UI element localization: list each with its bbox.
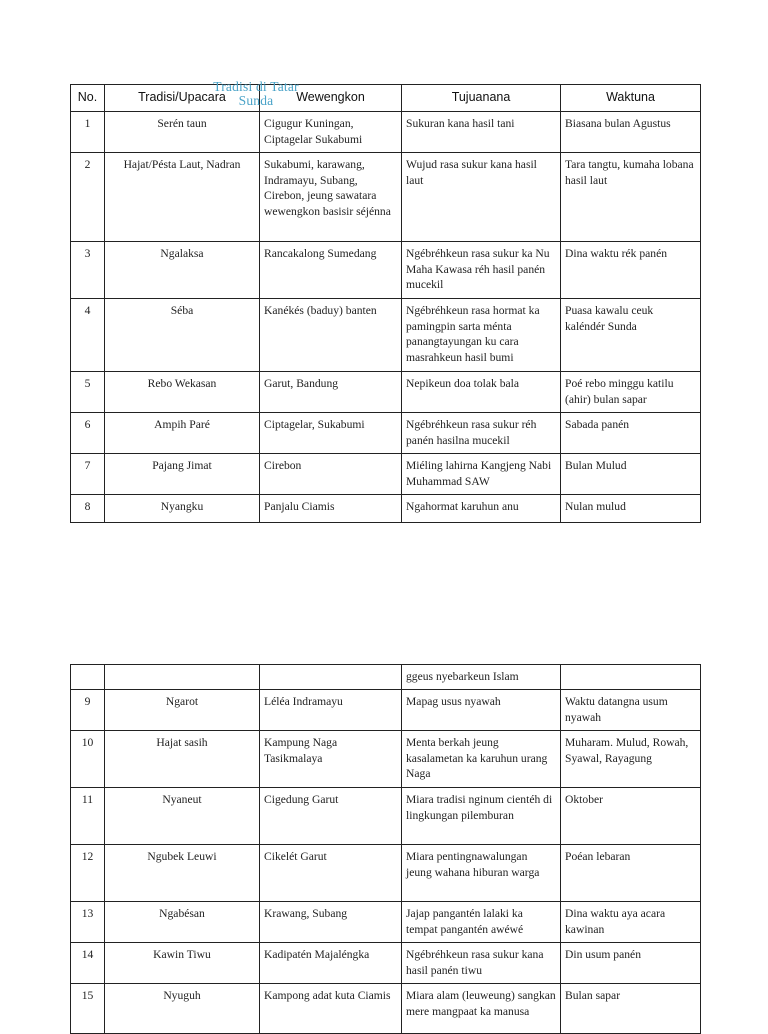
cell-waktuna: Muharam. Mulud, Rowah, Syawal, Rayagung [561,731,701,788]
document-title: Tradisi di Tatar Sunda [213,79,299,108]
cell-wewengkon: Cirebon [260,454,402,495]
cell-waktuna: Biasana bulan Agustus [561,112,701,153]
cell-waktuna: Nulan mulud [561,495,701,523]
traditions-table-part-2 [70,664,701,1034]
cell-waktuna: Bulan Mulud [561,454,701,495]
cell-tujuanana: Ngébréhkeun rasa sukur ka Nu Maha Kawasa réh hasil panén mucekil [402,242,561,299]
cell-tujuanana: Miara pentingnawalungan jeung wahana hiburan warga [402,845,561,902]
cell-waktuna: Sabada panén [561,413,701,454]
cell-tradisi: Ngabésan [105,902,260,943]
cell-wewengkon: Sukabumi, karawang, Indramayu, Subang, Cirebon, jeung sawatara wewengkon basisir séjénna [260,153,402,242]
cell-tujuanana: Ngébréhkeun rasa hormat ka pamingpin sarta ménta panangtayungan ku cara masrahkeun hasil bumi [402,299,561,372]
table-row [71,845,701,902]
cell-no [71,665,105,690]
cell-no: 4 [71,299,105,372]
cell-wewengkon: Kampong adat kuta Ciamis [260,984,402,1034]
cell-waktuna: Din usum panén [561,943,701,984]
cell-tujuanana: Jajap pangantén lalaki ka tempat pangantén awéwé [402,902,561,943]
cell-waktuna: Puasa kawalu ceuk kaléndér Sunda [561,299,701,372]
cell-tradisi: Nyaneut [105,788,260,845]
cell-tradisi: Pajang Jimat [105,454,260,495]
cell-no: 13 [71,902,105,943]
cell-no: 3 [71,242,105,299]
table-row [71,984,701,1034]
table-row [71,112,701,153]
cell-tujuanana: Ngébréhkeun rasa sukur kana hasil panén tiwu [402,943,561,984]
cell-wewengkon: Panjalu Ciamis [260,495,402,523]
cell-tradisi: Ngubek Leuwi [105,845,260,902]
cell-tujuanana: Wujud rasa sukur kana hasil laut [402,153,561,242]
cell-no: 2 [71,153,105,242]
table-row [71,690,701,731]
table-row [71,495,701,523]
table-row [71,788,701,845]
cell-wewengkon: Cikelét Garut [260,845,402,902]
cell-waktuna: Poéan lebaran [561,845,701,902]
traditions-table-part-1 [70,84,701,523]
cell-no: 15 [71,984,105,1034]
cell-wewengkon: Krawang, Subang [260,902,402,943]
cell-no: 9 [71,690,105,731]
cell-no: 11 [71,788,105,845]
table-row [71,299,701,372]
cell-wewengkon: Kampung Naga Tasikmalaya [260,731,402,788]
header-tradisi: Tradisi/Upacara [105,85,260,112]
cell-waktuna: Tara tangtu, kumaha lobana hasil laut [561,153,701,242]
table-row [71,372,701,413]
cell-tujuanana: Nepikeun doa tolak bala [402,372,561,413]
cell-no: 8 [71,495,105,523]
table-row [71,454,701,495]
cell-tradisi: Ampih Paré [105,413,260,454]
cell-wewengkon: Kadipatén Majaléngka [260,943,402,984]
cell-waktuna: Bulan sapar [561,984,701,1034]
cell-tradisi: Kawin Tiwu [105,943,260,984]
table-row [71,413,701,454]
header-no: No. [71,85,105,112]
cell-waktuna: Oktober [561,788,701,845]
cell-tradisi: Serén taun [105,112,260,153]
table-row [71,902,701,943]
cell-tradisi: Rebo Wekasan [105,372,260,413]
cell-tujuanana: Miara tradisi nginum cientéh di lingkungan pilemburan [402,788,561,845]
cell-tradisi [105,665,260,690]
cell-tujuanana: Sukuran kana hasil tani [402,112,561,153]
cell-wewengkon: Ciptagelar, Sukabumi [260,413,402,454]
cell-waktuna: Dina waktu aya acara kawinan [561,902,701,943]
cell-waktuna [561,665,701,690]
cell-wewengkon: Cigugur Kuningan, Ciptagelar Sukabumi [260,112,402,153]
table-row [71,242,701,299]
header-wewengkon: Wewengkon [260,85,402,112]
cell-wewengkon: Cigedung Garut [260,788,402,845]
cell-no: 12 [71,845,105,902]
table-row [71,731,701,788]
cell-waktuna: Waktu datangna usum nyawah [561,690,701,731]
header-tujuanana: Tujuanana [402,85,561,112]
cell-tradisi: Ngarot [105,690,260,731]
cell-no: 1 [71,112,105,153]
cell-wewengkon: Kanékés (baduy) banten [260,299,402,372]
cell-tujuanana: Miéling lahirna Kangjeng Nabi Muhammad SAW [402,454,561,495]
cell-wewengkon: Garut, Bandung [260,372,402,413]
cell-no: 7 [71,454,105,495]
cell-tujuanana: Mapag usus nyawah [402,690,561,731]
cell-tradisi: Ngalaksa [105,242,260,299]
cell-no: 6 [71,413,105,454]
table-header-row [71,85,701,112]
cell-waktuna: Dina waktu rék panén [561,242,701,299]
cell-tradisi: Nyangku [105,495,260,523]
cell-wewengkon [260,665,402,690]
table-row [71,943,701,984]
cell-no: 10 [71,731,105,788]
table-row [71,153,701,242]
cell-tujuanana: Miara alam (leuweung) sangkan mere mangpaat ka manusa [402,984,561,1034]
cell-tujuanana: Ngahormat karuhun anu [402,495,561,523]
cell-tradisi: Nyuguh [105,984,260,1034]
cell-no: 5 [71,372,105,413]
cell-tradisi: Hajat sasih [105,731,260,788]
cell-wewengkon: Rancakalong Sumedang [260,242,402,299]
cell-tradisi: Séba [105,299,260,372]
header-waktuna: Waktuna [561,85,701,112]
table-row [71,665,701,690]
cell-tujuanana: ggeus nyebarkeun Islam [402,665,561,690]
cell-tujuanana: Menta berkah jeung kasalametan ka karuhun urang Naga [402,731,561,788]
cell-tradisi: Hajat/Pésta Laut, Nadran [105,153,260,242]
cell-tujuanana: Ngébréhkeun rasa sukur réh panén hasilna mucekil [402,413,561,454]
cell-wewengkon: Léléa Indramayu [260,690,402,731]
cell-no: 14 [71,943,105,984]
cell-waktuna: Poé rebo minggu katilu (ahir) bulan sapar [561,372,701,413]
